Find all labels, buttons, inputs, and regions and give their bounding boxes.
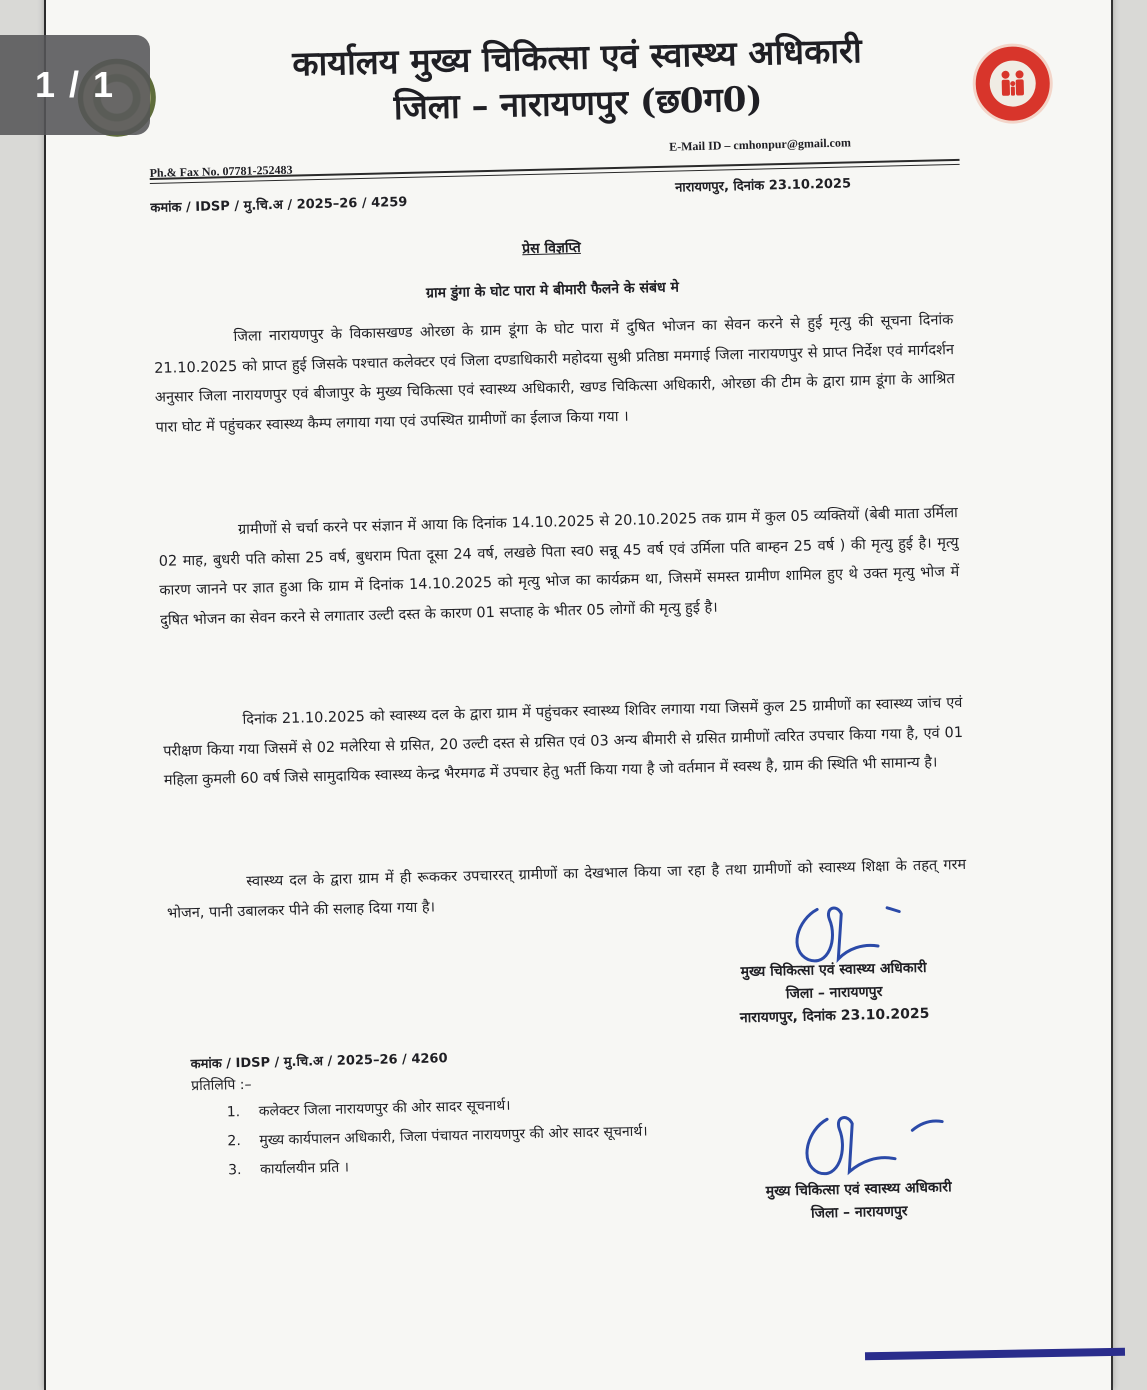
- letterhead-phone: Ph.& Fax No. 07781-252483: [149, 162, 293, 180]
- letterhead-email: E-Mail ID – cmhonpur@gmail.com: [668, 135, 852, 154]
- signatory-2-district: जिला – नारायणपुर: [810, 1203, 908, 1222]
- family-icon: [989, 60, 1036, 107]
- press-release-heading: [151, 229, 951, 267]
- signatory-1-district: जिला – नारायणपुर: [785, 983, 883, 1003]
- reference-number: कमांक / IDSP / मु.चि.अ / 2025–26 / 4259: [150, 194, 408, 216]
- press-release-heading-text: प्रेस विज्ञप्ति: [522, 239, 581, 258]
- signatory-1-title: मुख्य चिकित्सा एवं स्वास्थ्य अधिकारी: [740, 959, 927, 981]
- list-item: 3. कार्यालयीन प्रति ।: [227, 1159, 350, 1179]
- copy-list: [226, 1089, 648, 1186]
- signatory-2-title: मुख्य चिकित्सा एवं स्वास्थ्य अधिकारी: [765, 1179, 952, 1200]
- copy-reference-number: कमांक / IDSP / मु.चि.अ / 2025–26 / 4260: [190, 1051, 448, 1073]
- paragraph-1: जिला नारायणपुर के विकासखण्ड ओरछा के ग्राम डूंगा के घोट पारा में दुषित भोजन का सेवन करने से हुई मृत्यु की सूचना दिनांक 21.10.2025 को प्राप्त हुई जिसके पश्चात कलेक्टर एवं जिला दण्डाधिकारी महोदया सुश्री प्रतिष्ठा ममगाई जिला नारायणपुर से प्राप्त निर्देश एवं मार्गदर्शन अनुसार जिला नारायणपुर एवं बीजापुर के मुख्य चिकित्सा एवं स्वास्थ्य अधिकारी, खण्ड चिकित्सा अधिकारी, ओरछा की टीम के द्वारा ग्राम डूंगा के आश्रित पारा घोट में पहुंचकर स्वास्थ्य कैम्प लगाया गया एवं उपस्थित ग्रामीणों का ईलाज किया गया ।: [154, 312, 955, 436]
- document-page: [44, 0, 1113, 1390]
- list-item: 2. मुख्य कार्यपालन अधिकारी, जिला पंचायत नारायणपुर की ओर सादर सूचनार्थ।: [227, 1123, 648, 1150]
- letterhead-title-line2: जिला – नारायणपुर (छ0ग0): [393, 79, 763, 129]
- paragraph-2: ग्रामीणों से चर्चा करने पर संज्ञान में आया कि दिनांक 14.10.2025 से 20.10.2025 तक ग्राम में कुल 05 व्यक्तियों (बेबी माता उर्मिला 02 माह, बुधरी पति कोसा 25 वर्ष, बुधराम पिता दूसा 24 वर्ष, लखछे पिता स्व0 सन्नू 45 वर्ष एवं उर्मिला पति बाम्हन 25 वर्ष ) की मृत्यु हुई है। मृत्यु कारण जानने पर ज्ञात हुआ कि ग्राम में दिनांक 14.10.2025 को मृत्यु भोज का कार्यक्रम था, जिसमें समस्त ग्रामीण शामिल हुए थे उक्त मृत्यु भोज में दुषित भोजन का सेवन करने से लगातार उल्टी दस्त के कारण 01 सप्ताह के भीतर 05 लोगों की मृत्यु हुई है।: [158, 505, 960, 629]
- copy-label: प्रतिलिपि :–: [190, 1076, 252, 1095]
- page-indicator-badge: 1 / 1: [0, 35, 150, 135]
- signatory-1-date: नारायणपुर, दिनांक 23.10.2025: [739, 1005, 930, 1027]
- press-release-subject: ग्राम डुंगा के घोट पारा मे बीमारी फैलने के संबंध मे: [425, 279, 680, 302]
- letterhead-title-line1: कार्यालय मुख्य चिकित्सा एवं स्वास्थ्य अधिकारी: [291, 31, 863, 85]
- letter-sheet: [146, 0, 1045, 1280]
- list-item: 1. कलेक्टर जिला नारायणपुर की ओर सादर सूचनार्थ।: [226, 1097, 511, 1121]
- paragraph-3: दिनांक 21.10.2025 को स्वास्थ्य दल के द्वारा ग्राम में पहुंचकर स्वास्थ्य शिविर लगाया गया जिसमें कुल 25 ग्रामीणों का स्वास्थ्य जांच एवं परीक्षण किया गया जिसमें से 02 मलेरिया से ग्रसित, 20 उल्टी दस्त से ग्रसित एवं 03 अन्य बीमारी से ग्रसित ग्रामीणों त्वरित उपचार किया गया है, एवं 01 महिला कुमली 60 वर्ष जिसे सामुदायिक स्वास्थ्य केन्द्र भैरमगढ में उपचार हेतु भर्ती किया गया है जो वर्तमान में स्वस्थ है, ग्राम की स्थिति भी सामान्य है।: [163, 694, 964, 789]
- letterhead-title: [217, 26, 939, 135]
- paragraph-4: स्वास्थ्य दल के द्वारा ग्राम में ही रूककर उपचाररत् ग्रामीणों का देखभाल किया जा रहा है तथा ग्रामीणों को स्वास्थ्य शिक्षा के तहत् गरम भोजन, पानी उबालकर पीने की सलाह दिया गया है।: [166, 856, 967, 922]
- signatory-block-2: [714, 1175, 1005, 1228]
- health-mission-logo-icon: [972, 43, 1054, 125]
- place-date: नारायणपुर, दिनांक 23.10.2025: [674, 176, 852, 196]
- signatory-block-1: [688, 956, 980, 1032]
